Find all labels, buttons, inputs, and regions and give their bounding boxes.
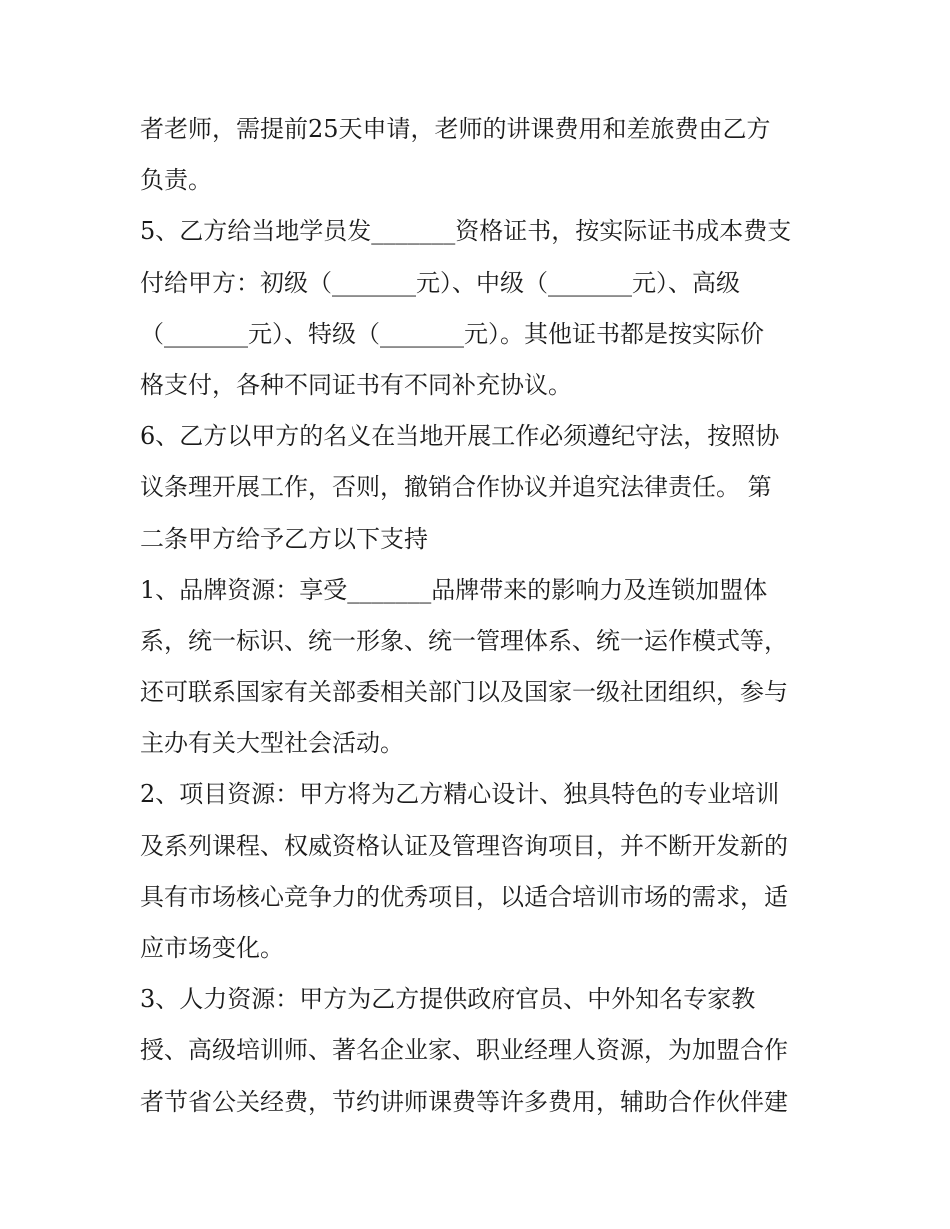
text-line: 3、人力资源：甲方为乙方提供政府官员、中外知名专家教: [140, 985, 756, 1014]
text-line: 还可联系国家有关部委相关部门以及国家一级社团组织，参与: [140, 678, 788, 707]
text-line: 二条甲方给予乙方以下支持: [140, 524, 428, 553]
document-body: [140, 104, 820, 1128]
text-line: 及系列课程、权威资格认证及管理咨询项目，并不断开发新的: [140, 831, 788, 860]
text-line: 负责。: [140, 166, 212, 195]
text-line: 者节省公关经费，节约讲师课费等许多费用，辅助合作伙伴建: [140, 1087, 788, 1116]
text-line: 主办有关大型社会活动。: [140, 729, 404, 758]
text-line: 议条理开展工作，否则，撤销合作协议并追究法律责任。 第: [140, 473, 772, 502]
text-line: 1、品牌资源：享受_______品牌带来的影响力及连锁加盟体: [140, 575, 768, 604]
text-line: 具有市场核心竞争力的优秀项目，以适合培训市场的需求，适: [140, 882, 788, 911]
text-line: 5、乙方给当地学员发_______资格证书，按实际证书成本费支: [140, 217, 792, 246]
text-line: 2、项目资源：甲方将为乙方精心设计、独具特色的专业培训: [140, 780, 780, 809]
text-line: 者老师，需提前25天申请，老师的讲课费用和差旅费由乙方: [140, 115, 771, 143]
text-line: 付给甲方：初级（_______元）、中级（_______元）、高级: [140, 268, 740, 297]
text-line: （_______元）、特级（_______元）。其他证书都是按实际价: [140, 319, 764, 348]
text-line: 系，统一标识、统一形象、统一管理体系、统一运作模式等，: [140, 626, 788, 655]
text-line: 应市场变化。: [140, 934, 284, 962]
text-line: 6、乙方以甲方的名义在当地开展工作必须遵纪守法，按照协: [140, 422, 780, 451]
text-line: 格支付，各种不同证书有不同补充协议。: [140, 370, 572, 399]
text-line: 授、高级培训师、著名企业家、职业经理人资源，为加盟合作: [140, 1036, 788, 1065]
